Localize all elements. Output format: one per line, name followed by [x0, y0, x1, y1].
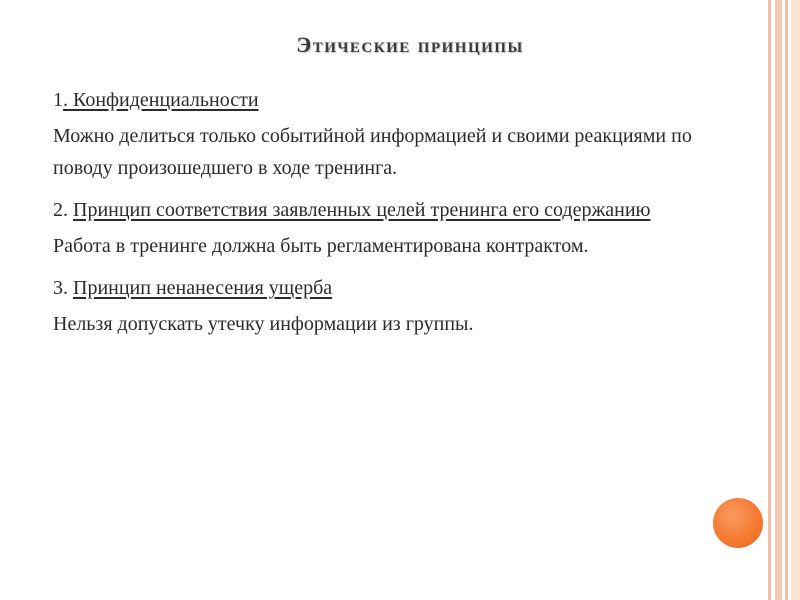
- orange-circle-decoration: [713, 498, 763, 548]
- decorative-stripe: [785, 0, 788, 600]
- section-2-number: 2.: [53, 199, 73, 221]
- section-2-body: Работа в тренинге должна быть регламентирована контрактом.: [53, 235, 589, 257]
- section-2-title: Принцип соответствия заявленных целей тренинга его содержанию: [73, 199, 651, 221]
- section-1-number: 1: [53, 89, 63, 111]
- slide-title: Этические принципы: [296, 32, 524, 57]
- section-1-body: Можно делиться только событийной информацией и своими реакциями по поводу произошедшего в ходе тренинга.: [53, 125, 692, 179]
- section-1-heading: [53, 84, 753, 116]
- decorative-stripe: [791, 0, 800, 600]
- decorative-stripe: [768, 0, 771, 600]
- section-3-heading: [53, 272, 753, 304]
- section-3-number: 3.: [53, 277, 73, 299]
- section-3-body: Нельзя допускать утечку информации из группы.: [53, 313, 474, 335]
- section-1-title: . Конфиденциальности: [63, 89, 259, 111]
- slide-content: [53, 84, 753, 350]
- section-2-heading: [53, 194, 753, 226]
- decorative-stripe: [775, 0, 782, 600]
- section-3-title: Принцип ненанесения ущерба: [73, 277, 333, 299]
